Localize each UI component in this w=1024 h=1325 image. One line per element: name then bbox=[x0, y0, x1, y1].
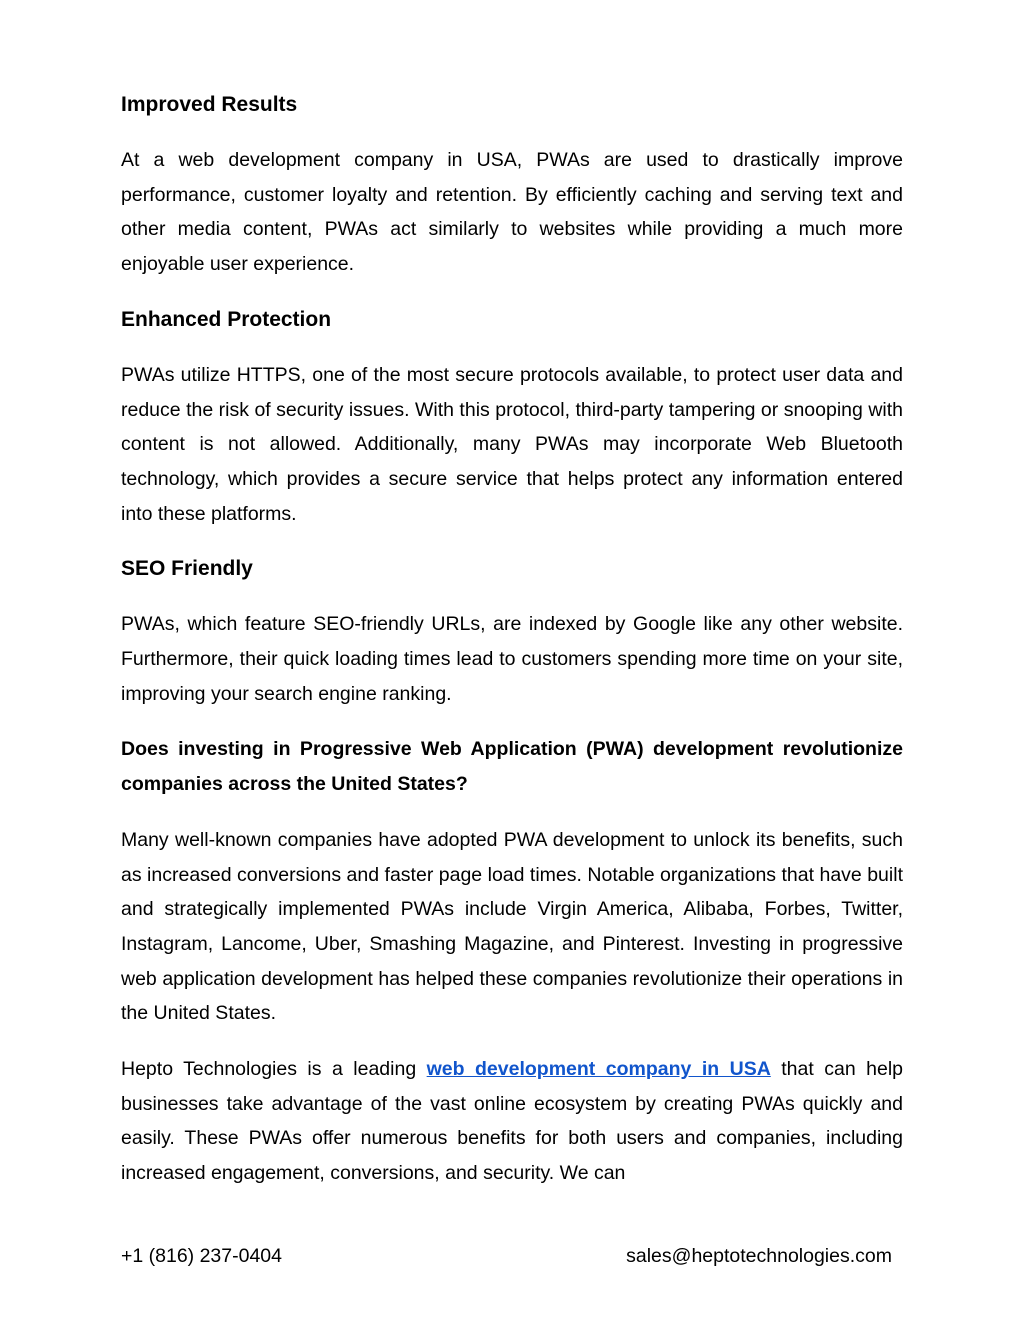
web-development-link[interactable]: web development company in USA bbox=[426, 1058, 771, 1081]
footer-phone: +1 (816) 237-0404 bbox=[121, 1245, 282, 1267]
section-improved-results bbox=[121, 88, 903, 282]
question-paragraph: Many well-known companies have adopted PWA development to unlock its benefits, such as increased conversions and faster page load times. Notable organizations that have built and strategically implemented PWAs include Virgin America, Alibaba, Forbes, Twitter, Instagram, Lancome, Uber, Smashing Magazine, and Pinterest. Investing in progressive web application development has helped these companies revolutionize their operations in the United States. bbox=[121, 828, 903, 1025]
page-footer bbox=[121, 1240, 892, 1272]
section-paragraph: PWAs, which feature SEO-friendly URLs, are indexed by Google like any other website. Furthermore, their quick loading times lead to customers spending more time on your site, improving your search engine ranking. bbox=[121, 613, 903, 705]
section-paragraph: PWAs utilize HTTPS, one of the most secure protocols available, to protect user data and reduce the risk of security issues. With this protocol, third-party tampering or snooping with content is not allowed. Additionally, many PWAs may incorporate Web Bluetooth technology, which provides a secure service that helps protect any information entered into these platforms. bbox=[121, 363, 903, 525]
section-closing bbox=[121, 1052, 903, 1191]
document-page bbox=[121, 88, 903, 1212]
question-heading: Does investing in Progressive Web Application (PWA) development revolutionize companies across the United States? bbox=[121, 738, 903, 796]
closing-text-before: Hepto Technologies is a leading bbox=[121, 1058, 427, 1081]
section-heading: Improved Results bbox=[121, 93, 298, 116]
section-heading: Enhanced Protection bbox=[121, 307, 332, 331]
closing-paragraph bbox=[121, 1052, 903, 1191]
section-question bbox=[121, 732, 903, 1031]
section-paragraph: At a web development company in USA, PWAs are used to drastically improve performance, customer loyalty and retention. By efficiently caching and serving text and other media content, PWAs act similarly to websites while providing a much more enjoyable user experience. bbox=[121, 149, 903, 276]
closing-text-after: that can help businesses take advantage of the vast online ecosystem by creating PWAs quickly and easily. These PWAs offer numerous benefits for both users and companies, including increased engagement, conversions, and security. We can bbox=[121, 1058, 904, 1185]
section-heading: SEO Friendly bbox=[121, 557, 253, 581]
section-seo-friendly bbox=[121, 552, 903, 711]
section-enhanced-protection bbox=[121, 303, 903, 532]
footer-email: sales@heptotechnologies.com bbox=[626, 1245, 892, 1267]
